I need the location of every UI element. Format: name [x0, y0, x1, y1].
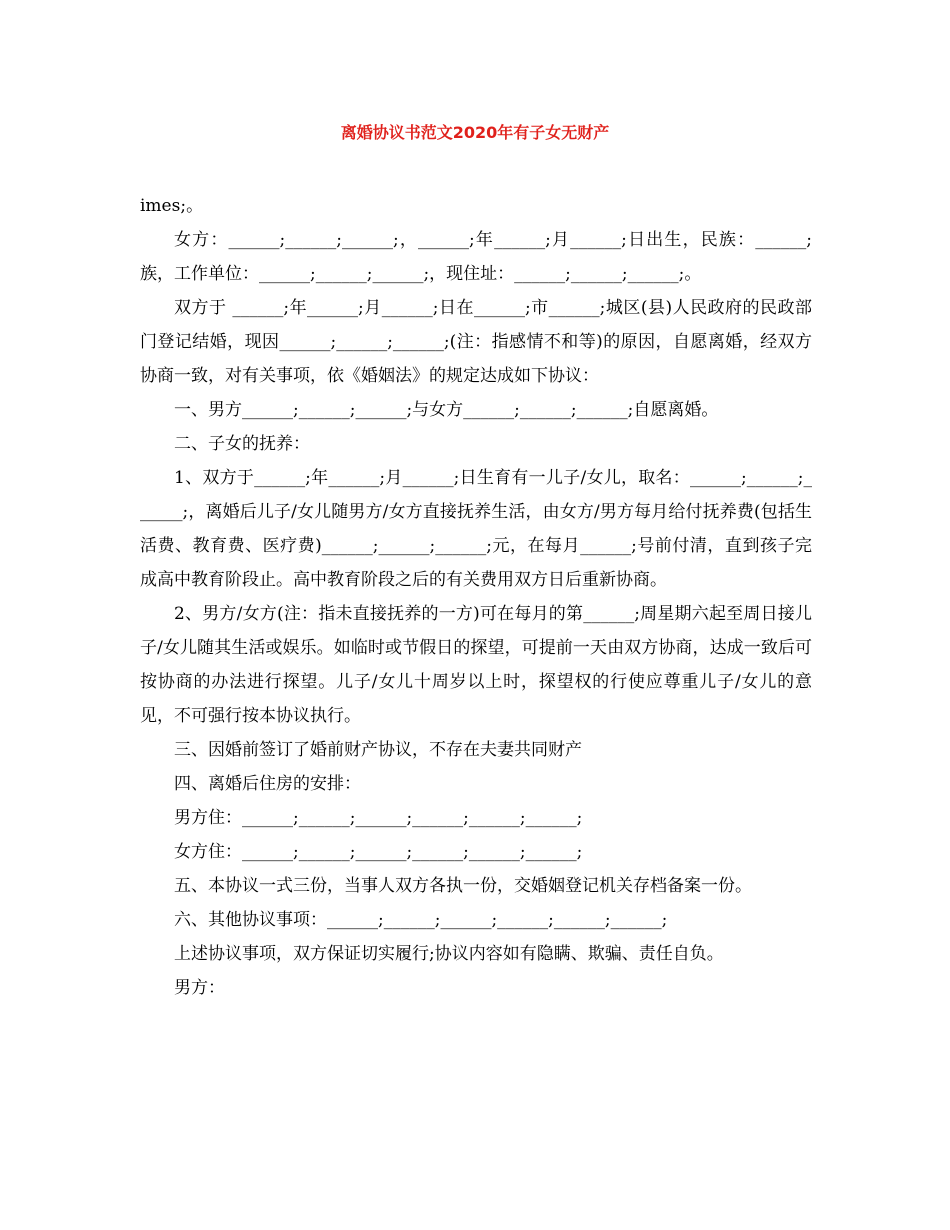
paragraph-guarantee: 上述协议事项，双方保证切实履行;协议内容如有隐瞒、欺骗、责任自负。: [174, 944, 724, 964]
paragraph-clause-1: 一、男方______;______;______;与女方______;______;______;自愿离婚。: [174, 400, 719, 420]
paragraph-clause-6: 六、其他协议事项：______;______;______;______;______;______;: [174, 910, 668, 930]
paragraph-clause-4-heading: 四、离婚后住房的安排：: [174, 774, 361, 794]
paragraph-marriage-registration: 双方于 ______;年______;月______;日在______;市______;城区(县)人民政府的民政部门登记结婚，现因______;______;______;(注：指感情不和等)的原因，自愿离婚，经双方协商一致，对有关事项，依《婚姻法》的规定达成如下协议：: [140, 298, 812, 386]
paragraph-clause-2-item-2: 2、男方/女方(注：指未直接抚养的一方)可在每月的第______;周星期六起至周日接儿子/女儿随其生活或娱乐。如临时或节假日的探望，可提前一天由双方协商，达成一致后可按协商的办法进行探望。儿子/女儿十周岁以上时，探望权的行使应尊重儿子/女儿的意见，不可强行按本协议执行。: [140, 604, 812, 726]
paragraph-male-signature: 男方：: [174, 978, 225, 998]
paragraph-male-residence: 男方住：______;______;______;______;______;______;: [174, 808, 583, 828]
paragraph-clause-3: 三、因婚前签订了婚前财产协议，不存在夫妻共同财产: [174, 740, 582, 760]
paragraph-clause-5: 五、本协议一式三份，当事人双方各执一份，交婚姻登记机关存档备案一份。: [174, 876, 752, 896]
paragraph-fragment: imes;。: [140, 196, 204, 216]
document-body: [140, 189, 812, 1005]
document-title: 离婚协议书范文2020年有子女无财产: [340, 123, 610, 142]
paragraph-clause-2-item-1: 1、双方于______;年______;月______;日生育有一儿子/女儿，取名：______;______;______;，离婚后儿子/女儿随男方/女方直接抚养生活，由女方/男方每月给付抚养费(包括生活费、教育费、医疗费)______;______;______;元，在每月______;号前付清，直到孩子完成高中教育阶段止。高中教育阶段之后的有关费用双方日后重新协商。: [140, 468, 812, 590]
paragraph-female-party: 女方：______;______;______;，______;年______;月______;日出生，民族：______;族，工作单位：______;______;______;，现住址：______;______;______;。: [140, 230, 812, 284]
paragraph-female-residence: 女方住：______;______;______;______;______;______;: [174, 842, 583, 862]
paragraph-clause-2-heading: 二、子女的抚养：: [174, 434, 310, 454]
